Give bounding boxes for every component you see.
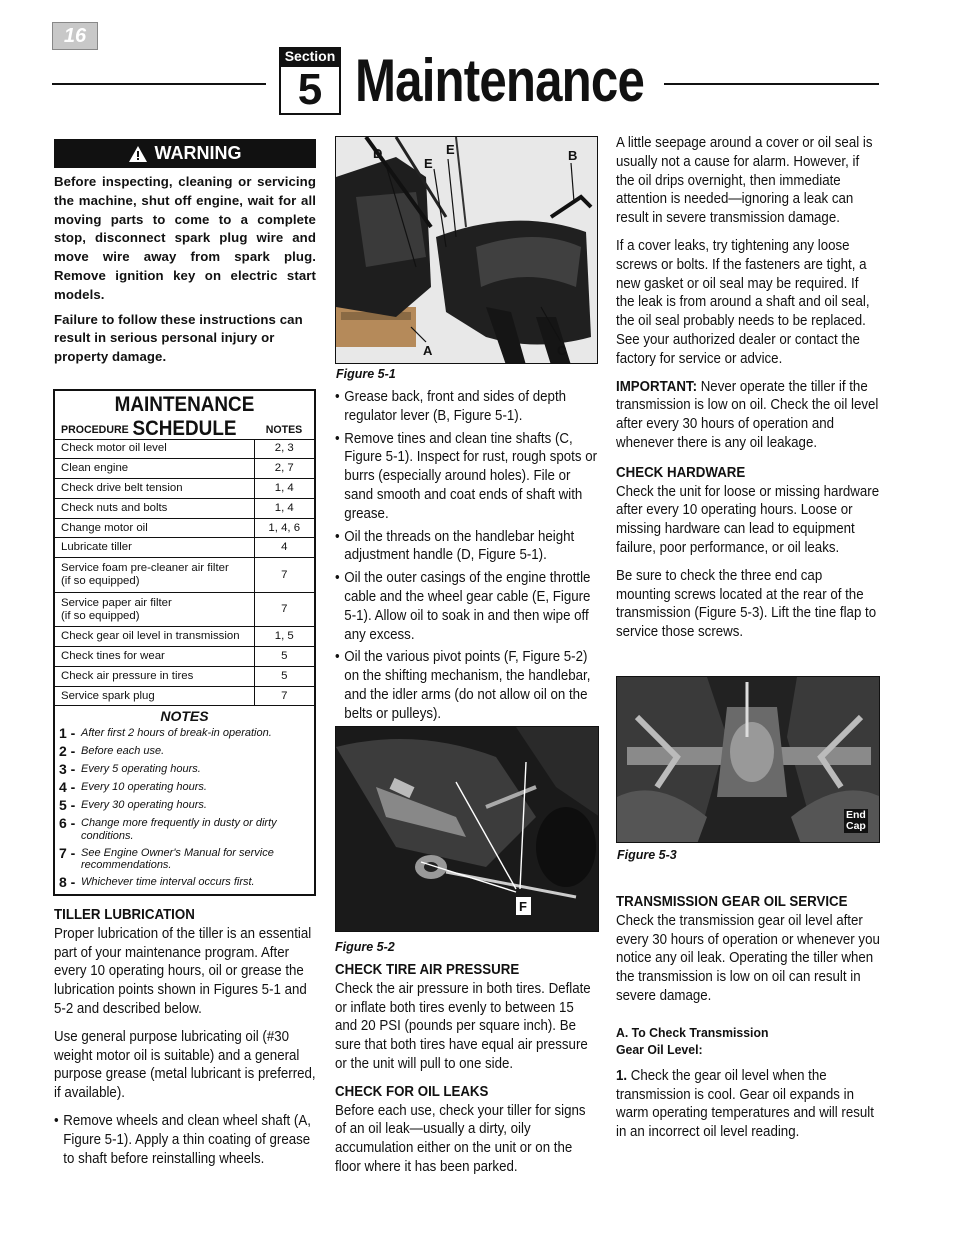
schedule-title: MAINTENANCE SCHEDULE [114, 393, 255, 440]
note-text: Whichever time interval occurs first. [81, 875, 255, 888]
transmission-end-cap-photo [617, 677, 880, 843]
notes-list [55, 727, 314, 889]
procedure-cell [55, 439, 254, 459]
tire-and-leak-section [335, 961, 599, 1186]
lubrication-bullet-wheels: • Remove wheels and clean wheel shaft (A, Figure 5-1). Apply a thin coating of grease to shaft before reinstalling wheels. [54, 1112, 316, 1168]
check-hardware-p1: Check the unit for loose or missing hardware after every 10 operating hours. Loose or missing hardware can lead to equipment failure, poor performance, or oil leaks. [616, 483, 880, 556]
figure-5-3 [616, 676, 880, 843]
notes-cell: 1, 4, 6 [254, 518, 314, 538]
pivot-points-photo [336, 727, 599, 932]
table-row [55, 666, 314, 686]
table-row [55, 558, 314, 593]
notes-title: NOTES [160, 708, 209, 725]
check-hardware-heading: CHECK HARDWARE [616, 464, 746, 481]
table-row [55, 647, 314, 667]
note-number: 3 - [59, 761, 76, 778]
procedure-text: Service spark plug [61, 689, 155, 702]
table-row [55, 479, 314, 499]
notes-cell: 2, 3 [254, 439, 314, 459]
page-title: Maintenance [355, 47, 644, 114]
fig1-label-e-top: E [446, 142, 455, 157]
notes-cell: 7 [254, 686, 314, 706]
check-level-subheading-1: A. To Check Transmission [616, 1024, 769, 1040]
check-hardware-p2: Be sure to check the three end cap mounting screws located at the rear of the transmission (Figure 5-3). Lift the tine flap to service those screws. [616, 567, 877, 641]
figure-5-3-caption: Figure 5-3 [617, 848, 677, 862]
note-item [55, 727, 314, 741]
table-row [55, 686, 314, 706]
end-cap-label [844, 809, 868, 833]
table-row [55, 459, 314, 479]
seepage-text: A little seepage around a cover or oil seal is usually not a cause for alarm. However, if the oil drips overnight, then immediate attention is needed—ignoring a leak can result in severe transmission damage. [616, 135, 873, 227]
note-number: 5 - [59, 797, 76, 814]
procedure-cell [55, 686, 254, 706]
procedure-text: Check gear oil level in transmission [61, 630, 240, 643]
fig1-label-b: B [568, 148, 578, 163]
procedure-text: Check air pressure in tires [61, 669, 194, 682]
transmission-gear-oil-section [616, 893, 880, 1151]
procedure-subtext: (if so equipped) [61, 609, 140, 622]
notes-cell: 7 [254, 558, 314, 593]
tiller-photo [336, 137, 598, 364]
tire-pressure-text: Check the air pressure in both tires. Deflate or inflate both tires evenly to between 15 and 20 PSI (pounds per square inch). Be sure that both tires have equal air pressure or the unit will pull to one side. [335, 980, 591, 1072]
notes-cell: 7 [254, 592, 314, 627]
procedure-text: Change motor oil [61, 521, 148, 534]
note-text: Every 30 operating hours. [81, 799, 207, 812]
step-number: 1. [616, 1067, 628, 1084]
note-text: Every 10 operating hours. [81, 781, 207, 794]
warning-bar [54, 139, 316, 168]
list-item: • Grease back, front and sides of depth regulator lever (B, Figure 5-1). [335, 388, 599, 426]
procedure-text: Service foam pre-cleaner air filter [61, 562, 229, 575]
note-item [55, 817, 314, 842]
note-text: After first 2 hours of break-in operation. [81, 727, 272, 740]
note-item [55, 799, 314, 813]
figure-5-1-caption: Figure 5-1 [336, 367, 396, 381]
note-number: 7 - [59, 844, 76, 861]
important-text: Never operate the tiller if the transmission is low on oil. Check the oil level after every 30 hours of operation and whenever there is any oil leakage. [616, 378, 879, 451]
cover-leaks-text: If a cover leaks, try tightening any loose screws or bolts. If the fasteners are tight, a new gasket or oil seal may be required. If the leak is from around a shaft and oil seal, the oil seal probably needs to be replaced. See your authorized dealer or contact the factory for service or advice. [616, 237, 870, 367]
lubrication-bullets [335, 388, 599, 728]
oil-leaks-text: Before each use, check your tiller for signs of an oil leak—usually a dirty, oily accumulation either on the unit or on the floor where it has been parked. [335, 1102, 586, 1175]
figure-5-2-caption: Figure 5-2 [335, 940, 395, 954]
gear-oil-text: Check the transmission gear oil level after every 30 hours of operation or whenever you notice any oil leak. Operating the tiller when the transmission is low on oil can result in severe damage. [616, 912, 880, 1004]
table-row [55, 538, 314, 558]
notes-cell: 5 [254, 666, 314, 686]
procedure-cell [55, 647, 254, 667]
section-number: 5 [279, 65, 341, 115]
table-row [55, 627, 314, 647]
column-3-top [616, 134, 880, 651]
figure-5-1 [335, 136, 598, 364]
procedure-cell [55, 666, 254, 686]
notes-cell: 1, 4 [254, 479, 314, 499]
note-item [55, 781, 314, 795]
warning-text-2: Failure to follow these instructions can result in serious personal injury or property damage. [54, 311, 303, 365]
note-item [55, 873, 314, 890]
header-rule-left [52, 83, 266, 85]
col-notes: NOTES [254, 421, 314, 439]
procedure-text: Check tines for wear [61, 649, 165, 662]
procedure-text: Check drive belt tension [61, 481, 183, 494]
important-label: IMPORTANT: [616, 378, 697, 395]
table-row [55, 439, 314, 459]
note-text: See Engine Owner's Manual for service recommendations. [81, 846, 274, 872]
check-level-step-1 [616, 1067, 880, 1142]
notes-cell: 1, 4 [254, 498, 314, 518]
procedure-cell [55, 479, 254, 499]
procedure-text: Service paper air filter [61, 596, 172, 609]
figure-5-2 [335, 726, 599, 932]
important-note [616, 378, 880, 453]
col-procedure: PROCEDURE [55, 421, 254, 439]
fig1-label-c: C [557, 343, 567, 358]
procedure-text: Check nuts and bolts [61, 501, 168, 514]
fig1-label-e: E [424, 156, 433, 171]
oil-leaks-heading: CHECK FOR OIL LEAKS [335, 1083, 489, 1100]
note-number: 2 - [59, 743, 76, 760]
list-item: • Oil the outer casings of the engine throttle cable and the wheel gear cable (E, Figure 5-1). Allow oil to soak in and then wipe off any excess. [335, 569, 599, 644]
procedure-text: Lubricate tiller [61, 541, 132, 554]
table-row [55, 498, 314, 518]
note-text: Change more frequently in dusty or dirty conditions. [81, 817, 277, 843]
warning-triangle-icon [129, 146, 147, 162]
end-cap-label-line2: Cap [846, 820, 866, 832]
section-label: Section [279, 47, 341, 66]
check-level-subheading-2: Gear Oil Level: [616, 1042, 703, 1058]
list-item: • Oil the various pivot points (F, Figure 5-2) on the shifting mechanism, the handlebar, and the idler arms (do not allow oil on the belts or pulleys). [335, 648, 599, 723]
procedure-text: Clean engine [61, 462, 129, 475]
fig1-label-a: A [423, 343, 433, 358]
step-text: Check the gear oil level when the transmission is cool. Gear oil expands in warm operating temperatures and will result in an incorrect oil level reading. [616, 1067, 874, 1141]
note-item [55, 763, 314, 777]
warning-label: WARNING [154, 143, 242, 163]
header-rule-right [664, 83, 879, 85]
end-cap-label-line1: End [846, 809, 866, 821]
table-row [55, 592, 314, 627]
tiller-lubrication-section [54, 906, 316, 1172]
page-number: 16 [52, 22, 98, 50]
procedure-cell [55, 498, 254, 518]
note-number: 1 - [59, 725, 76, 742]
note-number: 8 - [59, 873, 76, 890]
procedure-cell [55, 627, 254, 647]
list-item: • Oil the threads on the handlebar height adjustment handle (D, Figure 5-1). [335, 528, 599, 566]
note-number: 4 - [59, 779, 76, 796]
fig2-label-f: F [519, 899, 527, 914]
notes-cell: 5 [254, 647, 314, 667]
tiller-lubrication-p2: Use general purpose lubricating oil (#30 weight motor oil is suitable) and a general purpose grease (metal lubricant is preferred, if available). [54, 1028, 316, 1102]
notes-cell: 2, 7 [254, 459, 314, 479]
procedure-cell [55, 538, 254, 558]
gear-oil-heading: TRANSMISSION GEAR OIL SERVICE [616, 894, 848, 910]
note-number: 6 - [59, 815, 76, 832]
table-row [55, 518, 314, 538]
procedure-cell [55, 518, 254, 538]
notes-cell: 1, 5 [254, 627, 314, 647]
tiller-lubrication-p1: Proper lubrication of the tiller is an essential part of your maintenance program. After every 10 operating hours, oil or grease the lubrication points shown in Figures 5-1 and 5-2 and described below. [54, 925, 312, 1017]
note-item [55, 844, 314, 872]
procedure-subtext: (if so equipped) [61, 575, 140, 588]
schedule-table [55, 421, 314, 706]
tire-pressure-heading: CHECK TIRE AIR PRESSURE [335, 962, 520, 978]
procedure-cell [55, 459, 254, 479]
maintenance-schedule [53, 389, 316, 896]
warning-block [54, 139, 316, 373]
note-text: Before each use. [81, 745, 165, 758]
procedure-text: Check motor oil level [61, 442, 167, 455]
notes-cell: 4 [254, 538, 314, 558]
procedure-cell [55, 558, 254, 593]
warning-text-1: Before inspecting, cleaning or servicing the machine, shut off engine, wait for all moving parts to come to a complete stop, disconnect spark plug wire and move wire away from spark plug. Remove ignition key on electric start models. [54, 174, 316, 302]
list-item: • Remove tines and clean tine shafts (C, Figure 5-1). Inspect for rust, rough spots or burrs (especially around holes). File or sand smooth and coat ends of shaft with grease. [335, 430, 599, 524]
fig1-label-d: D [373, 146, 383, 161]
note-item [55, 745, 314, 759]
procedure-cell [55, 592, 254, 627]
note-text: Every 5 operating hours. [81, 763, 201, 776]
tiller-lubrication-heading: TILLER LUBRICATION [54, 907, 195, 923]
